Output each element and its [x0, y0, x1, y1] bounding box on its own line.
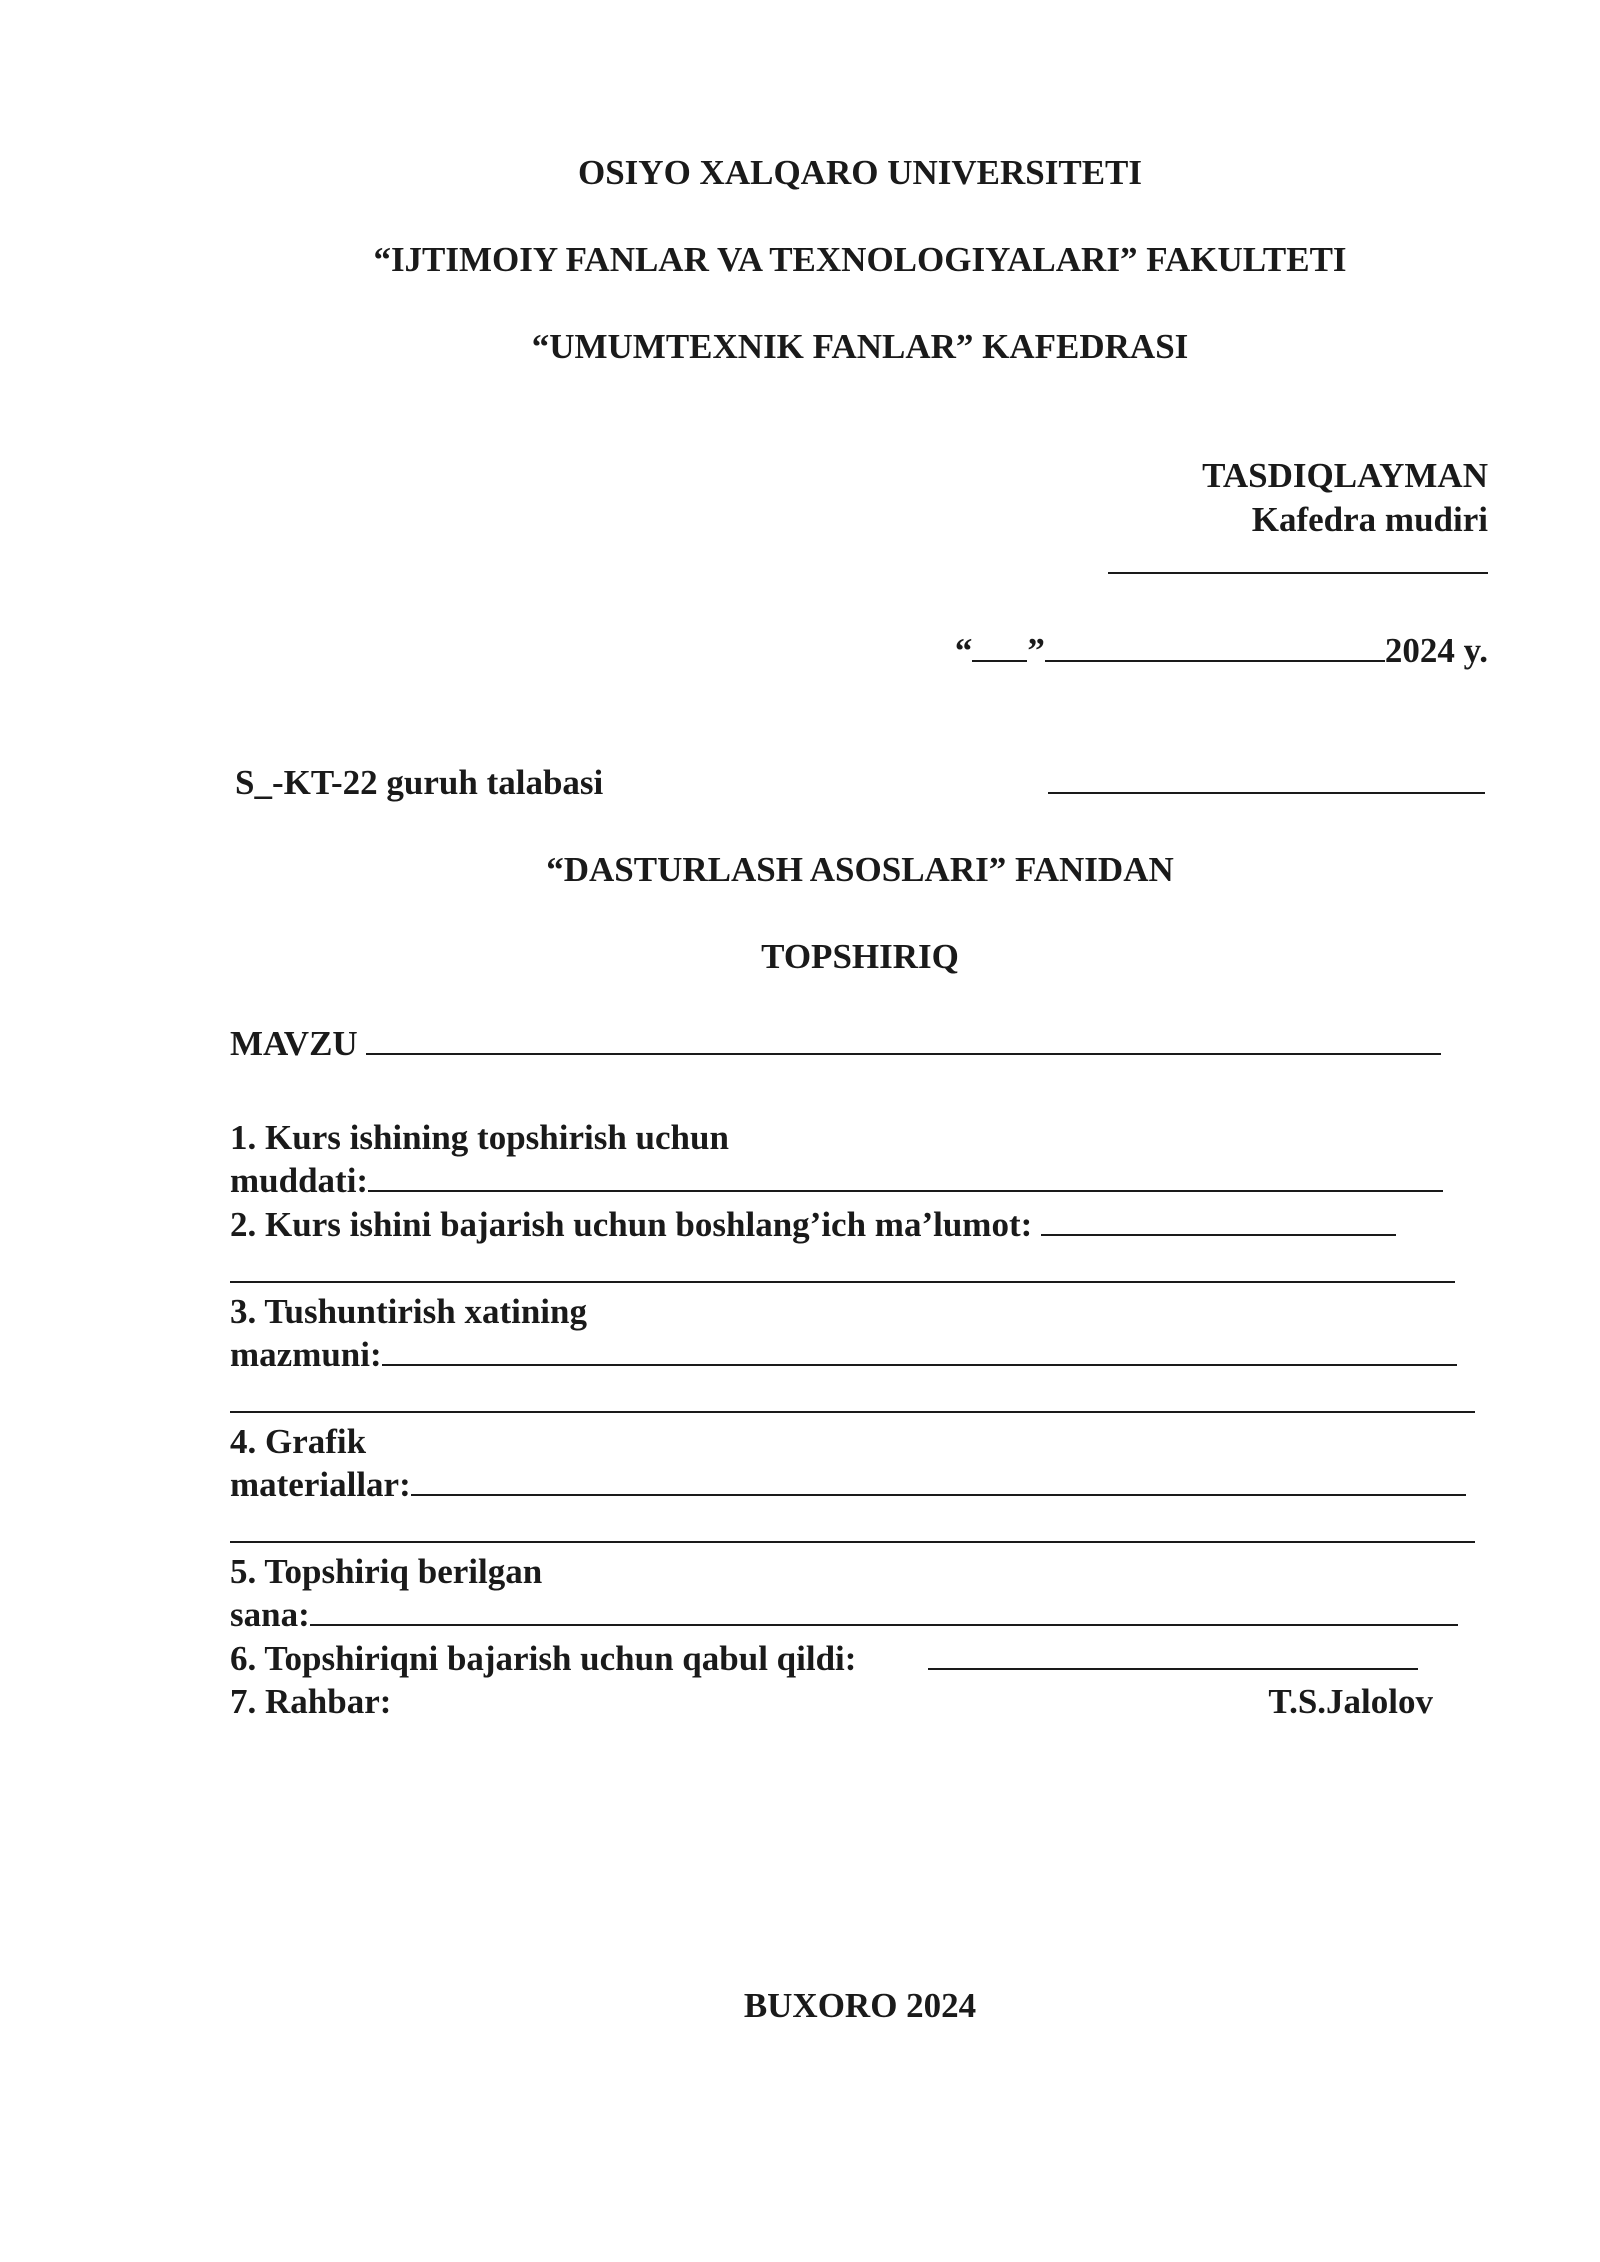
item-2-extra-line [230, 1281, 1455, 1283]
item-1-blank [368, 1160, 1443, 1192]
item-6-label: 6. Topshiriqni bajarish uchun qabul qildi: [230, 1639, 857, 1678]
topic-blank [366, 1023, 1441, 1055]
date-day-blank [972, 630, 1027, 662]
date-close-quote: ” [1027, 631, 1045, 670]
student-name-line [1048, 762, 1485, 804]
item-2-label: 2. Kurs ishini bajarish uchun boshlang’ich ma’lumot: [230, 1205, 1033, 1244]
item-4-blank [411, 1464, 1466, 1496]
date-month-blank [1045, 630, 1385, 662]
student-group-label: S_-KT-22 guruh talabasi [235, 763, 604, 802]
item-5-line2: sana: [230, 1595, 310, 1634]
department-name: “UMUMTEXNIK FANLAR” KAFEDRASI [531, 327, 1189, 366]
item-4-line1: 4. Grafik [230, 1422, 367, 1461]
item-6-blank [928, 1638, 1418, 1670]
approval-date-line [955, 630, 1488, 672]
item-5-line1: 5. Topshiriq berilgan [230, 1552, 543, 1591]
item-1-line2: muddati: [230, 1161, 369, 1200]
item-2-row [230, 1204, 1396, 1246]
university-name: OSIYO XALQARO UNIVERSITETI [577, 153, 1143, 192]
item-3-blank [382, 1334, 1457, 1366]
item-4-line2: materiallar: [230, 1465, 411, 1504]
date-year: 2024 y. [1384, 631, 1488, 670]
item-7-label: 7. Rahbar: [230, 1682, 392, 1721]
approval-title: TASDIQLAYMAN [1202, 456, 1488, 495]
footer-city-year: BUXORO 2024 [743, 1986, 977, 2025]
item-5-row [230, 1594, 1458, 1636]
item-3-row [230, 1334, 1457, 1376]
item-6-blank-wrap [928, 1638, 1418, 1680]
subject-title: “DASTURLASH ASOSLARI” FANIDAN [546, 850, 1174, 889]
item-1-line1: 1. Kurs ishining topshirish uchun [230, 1118, 729, 1157]
supervisor-name: T.S.Jalolov [1268, 1682, 1433, 1721]
item-3-line2: mazmuni: [230, 1335, 382, 1374]
document-type: TOPSHIRIQ [761, 937, 959, 976]
item-2-blank [1041, 1204, 1396, 1236]
item-3-line1: 3. Tushuntirish xatining [230, 1292, 587, 1331]
item-1-row [230, 1160, 1443, 1202]
topic-label: MAVZU [230, 1024, 358, 1063]
item-3-extra-line [230, 1411, 1475, 1413]
date-open-quote: “ [954, 631, 973, 670]
item-5-blank [310, 1594, 1458, 1626]
approval-role: Kafedra mudiri [1251, 500, 1488, 539]
item-4-extra-line [230, 1541, 1475, 1543]
item-4-row [230, 1464, 1466, 1506]
approval-signature-line [1108, 542, 1488, 584]
topic-row [230, 1023, 1441, 1065]
faculty-name: “IJTIMOIY FANLAR VA TEXNOLOGIYALARI” FAKULTETI [373, 240, 1347, 279]
